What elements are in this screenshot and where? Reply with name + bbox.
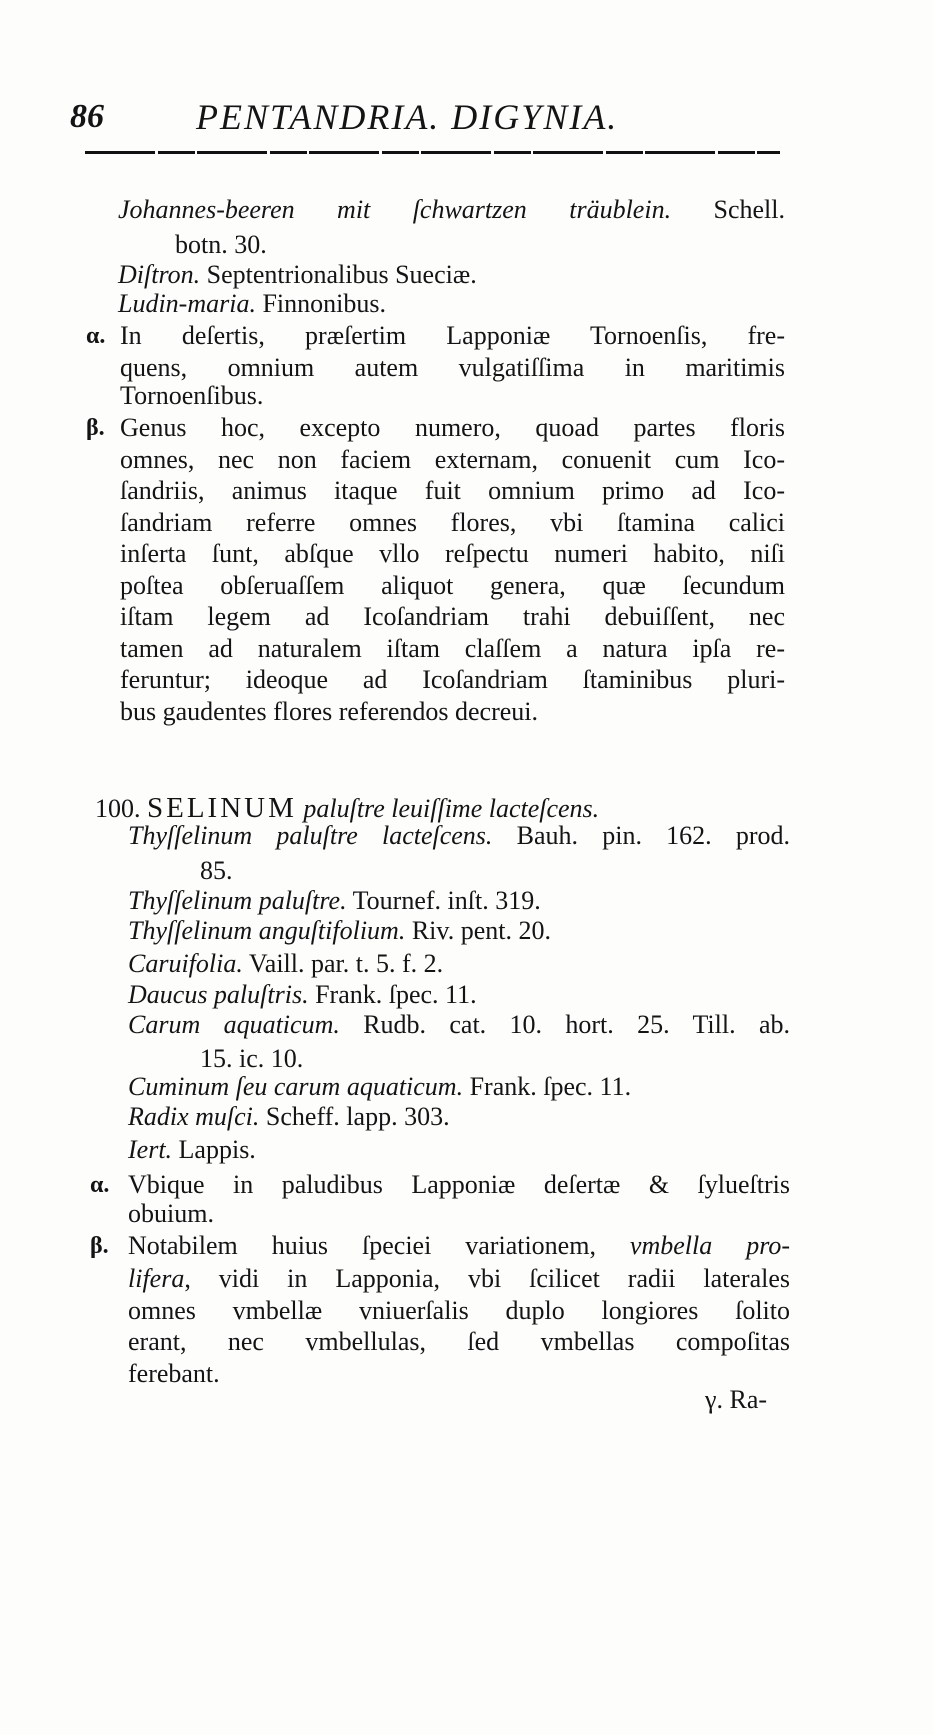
paragraph-line: bus gaudentes flores referendos decreui. — [120, 697, 538, 726]
beta-marker: β. — [86, 415, 105, 441]
paragraph-line: inſerta ſunt, abſque vllo reſpectu numeri habito, niſi — [120, 539, 785, 568]
synonym-line — [128, 885, 541, 917]
text-roman: , vidi in Lapponia, vbi ſcilicet radii laterales — [184, 1264, 790, 1293]
synonym-reference: Frank. ſpec. 11. — [308, 980, 477, 1009]
paragraph-line — [128, 1230, 790, 1262]
paragraph-line: Vbique in paludibus Lapponiæ deſertæ & ſylueſtris — [128, 1170, 790, 1199]
synonym-name: Diſtron. — [118, 260, 201, 289]
paragraph-line: ferebant. — [128, 1359, 220, 1388]
synonym-continuation: 15. ic. 10. — [200, 1044, 304, 1073]
synonym-reference: Lappis. — [172, 1135, 256, 1164]
synonym-reference: Vaill. par. t. 5. f. 2. — [242, 949, 444, 978]
synonym-name: Radix muſci. — [128, 1102, 260, 1131]
running-title: PENTANDRIA. DIGYNIA. — [196, 97, 619, 137]
paragraph-line: erant, nec vmbellulas, ſed vmbellas compoſitas — [128, 1327, 790, 1356]
synonym-line — [118, 259, 477, 291]
paragraph-line: In deſertis, præſertim Lapponiæ Tornoenſis, fre- — [120, 321, 785, 350]
diagnosis: paluſtre leuiſſime lacteſcens. — [303, 794, 600, 823]
synonym-reference: Frank. ſpec. 11. — [463, 1072, 632, 1101]
synonym-name: Johannes-beeren mit ſchwartzen träublein. — [118, 195, 672, 224]
synonym-line — [128, 1101, 450, 1133]
synonym-line — [128, 1071, 631, 1103]
genus-name: SELINUM — [147, 792, 297, 824]
synonym-line — [118, 288, 386, 320]
synonym-line — [128, 915, 551, 947]
synonym-continuation: botn. 30. — [175, 230, 267, 259]
synonym-reference: Finnonibus. — [255, 289, 386, 318]
catchword: γ. Ra- — [705, 1385, 768, 1414]
paragraph-line: ſandriis, animus itaque fuit omnium primo ad Ico- — [120, 476, 785, 505]
synonym-reference: Bauh. pin. 162. prod. — [492, 821, 790, 850]
synonym-name: Carum aquaticum. — [128, 1010, 340, 1039]
paragraph-line — [128, 1263, 790, 1295]
synonym-line — [128, 979, 477, 1011]
synonym-name: Iert. — [128, 1135, 173, 1164]
paragraph-line: iſtam legem ad Icoſandriam trahi debuiſſent, nec — [120, 602, 785, 631]
synonym-line — [128, 948, 443, 980]
paragraph-line: omnes vmbellæ vniuerſalis duplo longiores ſolito — [128, 1296, 790, 1325]
synonym-reference: Rudb. cat. 10. hort. 25. Till. ab. — [339, 1010, 790, 1039]
synonym-line — [128, 820, 790, 852]
header-rule — [85, 151, 780, 154]
synonym-name: Thyſſelinum paluſtre lacteſcens. — [128, 821, 493, 850]
synonym-name: Cuminum ſeu carum aquaticum. — [128, 1072, 464, 1101]
synonym-name: Thyſſelinum anguſtifolium. — [128, 916, 406, 945]
beta-marker: β. — [90, 1233, 109, 1259]
text-roman: Notabilem huius ſpeciei variationem, — [128, 1231, 630, 1260]
synonym-name: Ludin-maria. — [118, 289, 256, 318]
paragraph-line: Genus hoc, excepto numero, quoad partes floris — [120, 413, 785, 442]
synonym-line — [118, 194, 785, 226]
synonym-reference: Riv. pent. 20. — [405, 916, 551, 945]
alpha-marker: α. — [90, 1172, 110, 1198]
text-italic: lifera — [128, 1264, 185, 1293]
paragraph-line: quens, omnium autem vulgatiſſima in maritimis — [120, 353, 785, 382]
synonym-reference: Schell. — [671, 195, 785, 224]
paragraph-line: tamen ad naturalem iſtam claſſem a natura ipſa re- — [120, 634, 785, 663]
page-number: 86 — [70, 98, 104, 135]
paragraph-line: ſandriam referre omnes flores, vbi ſtamina calici — [120, 508, 785, 537]
synonym-name: Caruifolia. — [128, 949, 243, 978]
synonym-line — [128, 1134, 256, 1166]
text-italic: vmbella pro- — [629, 1231, 790, 1260]
synonym-line — [128, 1009, 790, 1041]
synonym-reference: Scheff. lapp. 303. — [259, 1102, 450, 1131]
synonym-reference: Tournef. inſt. 319. — [346, 886, 541, 915]
paragraph-line: omnes, nec non faciem externam, conuenit cum Ico- — [120, 445, 785, 474]
paragraph-line: obuium. — [128, 1199, 214, 1228]
paragraph-line: feruntur; ideoque ad Icoſandriam ſtaminibus pluri- — [120, 665, 785, 694]
paragraph-line: Tornoenſibus. — [120, 381, 264, 410]
synonym-reference: Septentrionalibus Sueciæ. — [200, 260, 477, 289]
alpha-marker: α. — [86, 323, 106, 349]
paragraph-line: poſtea obſeruaſſem aliquot genera, quæ ſecundum — [120, 571, 785, 600]
synonym-name: Daucus paluſtris. — [128, 980, 309, 1009]
synonym-name: Thyſſelinum paluſtre. — [128, 886, 347, 915]
synonym-continuation: 85. — [200, 856, 233, 885]
entry-number: 100. — [95, 794, 141, 823]
